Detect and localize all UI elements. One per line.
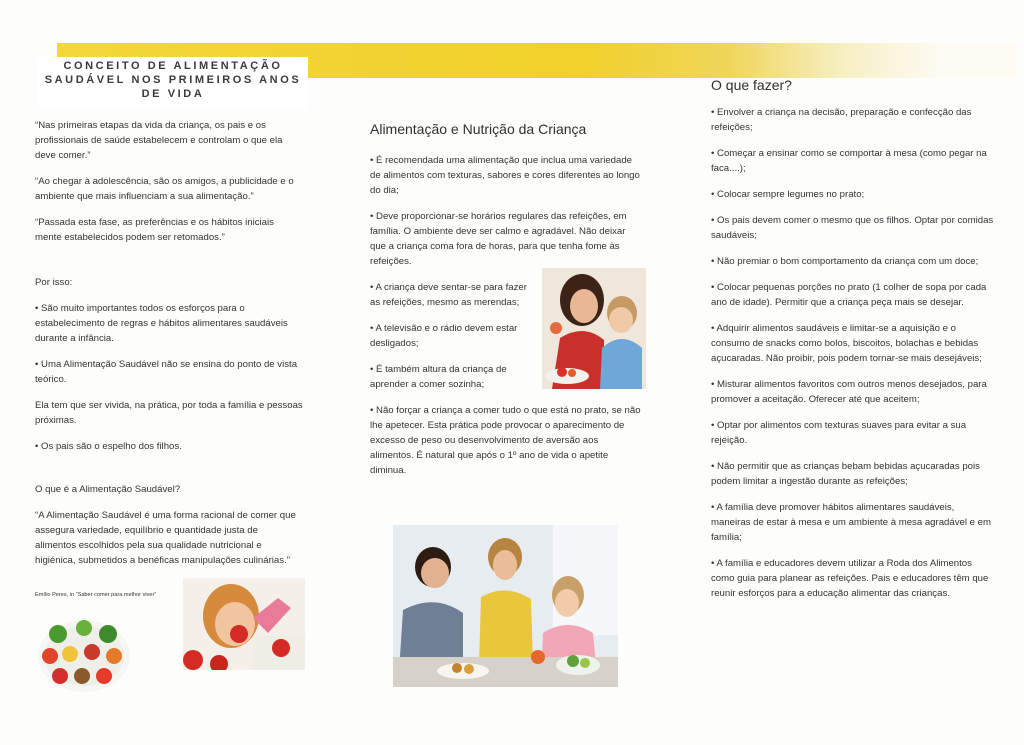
list-item: • É também altura da criança de aprender a comer sozinha; [370, 362, 530, 392]
list-item: • A família e educadores devem utilizar a Roda dos Alimentos como guia para planear as refeições. Pais e educadores têm que reunir esforços para a educação alimentar das crianças. [711, 556, 996, 601]
girl-eating-photo [183, 578, 305, 670]
list-item: • Deve proporcionar-se horários regulares das refeições, em família. O ambiente deve ser calmo e agradável. Não deixar que a criança coma fora de horas, para que tenha fome às refeições. [370, 209, 642, 269]
paragraph: Ela tem que ser vivida, na prática, por toda a família e pessoas próximas. [35, 400, 303, 426]
paragraph: • São muito importantes todos os esforços para o estabelecimento de regras e hábitos alimentares saudáveis durante a infância. [35, 301, 303, 346]
list-item: • Envolver a criança na decisão, preparação e confecção das refeições; [711, 105, 996, 135]
list-item: • Os pais devem comer o mesmo que os filhos. Optar por comidas saudáveis; [711, 213, 996, 243]
title-line: SAUDÁVEL NOS PRIMEIROS ANOS [44, 74, 302, 86]
list-item: • É recomendada uma alimentação que inclua uma variedade de alimentos com texturas, sabores e cores diferentes ao longo do dia; [370, 153, 642, 198]
left-column [35, 118, 303, 579]
list-item: • Misturar alimentos favoritos com outros menos desejados, para promover a aceitação. Oferecer até que aceitem; [711, 377, 996, 407]
section-heading: O que fazer? [711, 77, 792, 93]
definition: “A Alimentação Saudável é uma forma racional de comer que assegura variedade, equilíbrio e quantidade justa de alimentos escolhidos pela sua qualidade nutricional e higiénica, submetidos a benéficas manipulações culinárias.” [35, 510, 296, 566]
list-item: • Colocar pequenas porções no prato (1 colher de sopa por cada ano de idade). Permitir que a criança peça mais se desejar. [711, 280, 996, 310]
list-item: • Não permitir que as crianças bebam bebidas açucaradas pois podem limitar a ingestão durante as refeições; [711, 459, 996, 489]
list-item: • Não premiar o bom comportamento da criança com um doce; [711, 254, 996, 269]
question-heading: O que é a Alimentação Saudável? [35, 484, 181, 495]
list-item: • Colocar sempre legumes no prato; [711, 187, 996, 202]
right-column [711, 78, 996, 612]
food-plate-photo [36, 614, 132, 694]
mother-child-photo [542, 268, 646, 389]
section-heading: Alimentação e Nutrição da Criança [370, 121, 587, 137]
page-title [38, 57, 308, 109]
quote: “Nas primeiras etapas da vida da criança, os pais e os profissionais de saúde estabelecem e controlam o que ela deve comer.” [35, 120, 283, 161]
list-item: • Não forçar a criança a comer tudo o que está no prato, se não lhe apetecer. Esta prática pode provocar o aparecimento de excesso de peso ou desenvolvimento de aversão aos alimentos. É natural que após o 1º ano de vida o apetite diminua. [370, 403, 642, 478]
list-item: • Optar por alimentos com texturas suaves para evitar a sua rejeição. [711, 418, 996, 448]
title-line: CONCEITO DE ALIMENTAÇÃO [63, 60, 283, 72]
list-item: • Começar a ensinar como se comportar à mesa (como pegar na faca....); [711, 146, 996, 176]
family-kitchen-photo [393, 525, 618, 687]
list-item: • A família deve promover hábitos alimentares saudáveis, maneiras de estar à mesa e um ambiente à mesa agradável e em família; [711, 500, 996, 545]
quote: “Passada esta fase, as preferências e os hábitos iniciais mente estabelecidos podem ser retomados.” [35, 217, 274, 243]
attribution: Emílio Peres, in “Saber comer para melhor viver” [35, 592, 157, 598]
list-item: • A criança deve sentar-se para fazer as refeições, mesmo as merendas; [370, 280, 530, 310]
list-item: • Adquirir alimentos saudáveis e limitar-se a aquisição e o consumo de snacks como bolos, biscoitos, bolachas e bebidas açucaradas. Não proibir, pois podem tornar-se mais desejáveis; [711, 321, 996, 366]
quote: “Ao chegar à adolescência, são os amigos, a publicidade e o ambiente que mais influenciam a sua alimentação.” [35, 176, 294, 202]
paragraph: • Uma Alimentação Saudável não se ensina do ponto de vista teórico. [35, 357, 303, 387]
paragraph: • Os pais são o espelho dos filhos. [35, 439, 303, 454]
title-line: DE VIDA [141, 88, 205, 100]
section-label: Por isso: [35, 277, 73, 288]
list-item: • A televisão e o rádio devem estar desligados; [370, 321, 535, 351]
